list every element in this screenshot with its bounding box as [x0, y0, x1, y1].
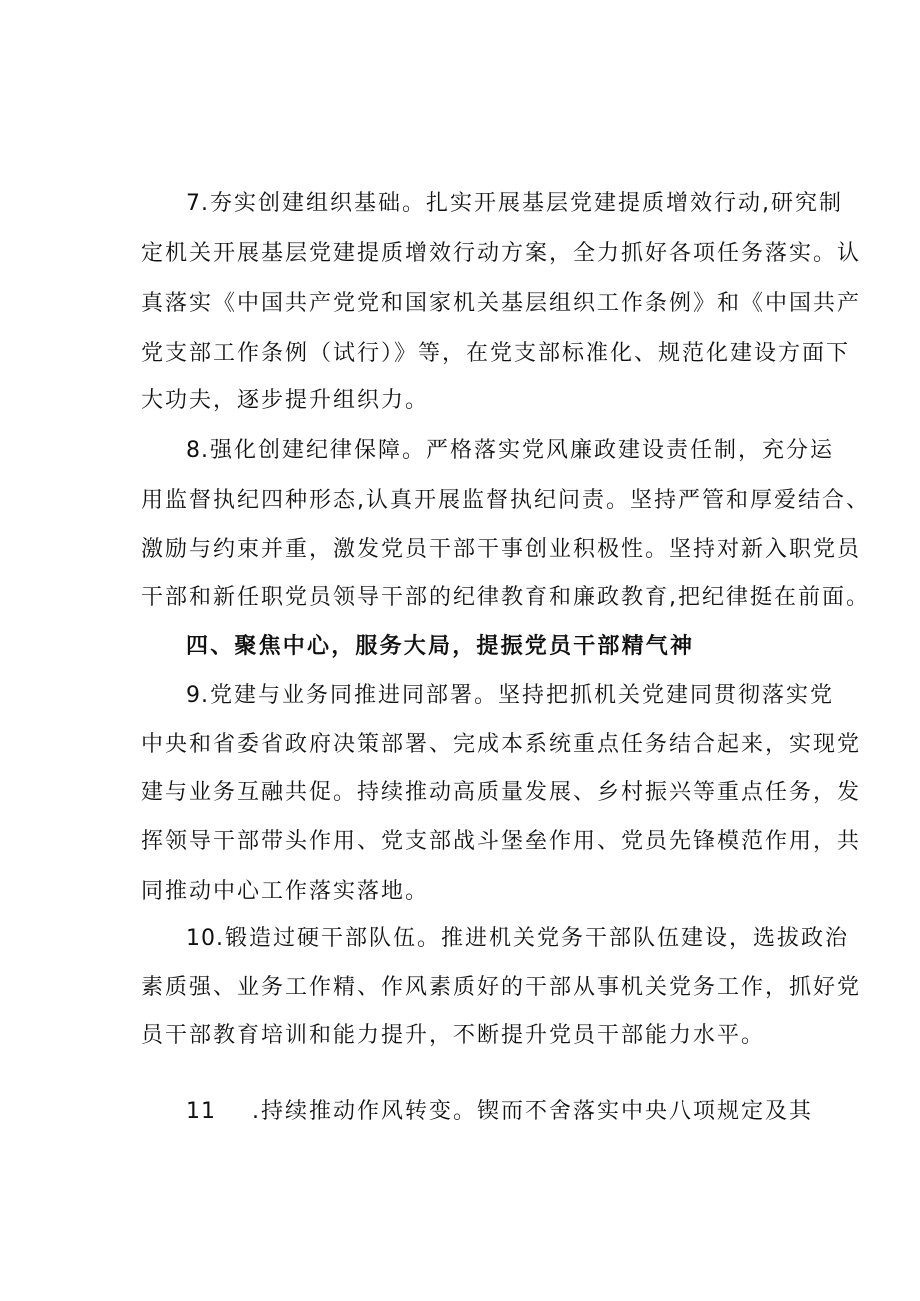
paragraph-7-line-5: 大功夫，逐步提升组织力。	[141, 388, 430, 413]
paragraph-7-number: 7	[186, 191, 201, 216]
paragraph-7-line-1	[186, 189, 843, 219]
paragraph-10-number: 10	[186, 926, 216, 951]
paragraph-11-text: .持续推动作风转变。锲而不舍落实中央八项规定及其	[252, 1099, 813, 1124]
paragraph-9-line-3: 建与业务互融共促。持续推动高质量发展、乡村振兴等重点任务，发	[141, 780, 862, 805]
paragraph-7-line-2: 定机关开展基层党建提质增效行动方案，全力抓好各项任务落实。认	[141, 241, 862, 266]
paragraph-8-line-2: 用监督执纪四种形态,认真开展监督执纪问责。坚持严管和厚爱结合、	[141, 488, 870, 513]
paragraph-8-line-4: 干部和新任职党员领导干部的纪律教育和廉政教育,把纪律挺在前面。	[141, 585, 870, 610]
paragraph-10-line-3: 员干部教育培训和能力提升，不断提升党员干部能力水平。	[141, 1023, 766, 1048]
paragraph-9-line-5: 同推动中心工作落实落地。	[141, 879, 430, 904]
paragraph-8-line-1	[186, 436, 834, 466]
paragraph-9-text: .党建与业务同推进同部署。坚持把抓机关党建同贯彻落实党	[201, 683, 834, 708]
paragraph-10-text: .锻造过硬干部队伍。推进机关党务干部队伍建设，选拔政治	[216, 926, 849, 951]
paragraph-8-text: .强化创建纪律保障。严格落实党风廉政建设责任制，充分运	[201, 438, 834, 463]
paragraph-7-line-4: 党支部工作条例（试行）》等，在党支部标准化、规范化建设方面下	[141, 341, 851, 366]
paragraph-9-line-4: 挥领导干部带头作用、党支部战斗堡垒作用、党员先锋模范作用，共	[141, 829, 862, 854]
paragraph-9-line-2: 中央和省委省政府决策部署、完成本系统重点任务结合起来，实现党	[141, 732, 862, 757]
paragraph-10-line-1	[186, 924, 849, 954]
paragraph-9-line-1	[186, 681, 834, 711]
paragraph-9-number: 9	[186, 683, 201, 708]
paragraph-7-line-3: 真落实《中国共产党党和国家机关基层组织工作条例》和《中国共产	[141, 291, 862, 316]
paragraph-8-line-3: 激励与约束并重，激发党员干部干事创业积极性。坚持对新入职党员	[141, 537, 862, 562]
section-heading: 四、聚焦中心，服务大局，提振党员干部精气神	[186, 634, 695, 659]
paragraph-7-text: .夯实创建组织基础。扎实开展基层党建提质增效行动,研究制	[201, 191, 843, 216]
paragraph-11-number: 11	[186, 1099, 216, 1124]
paragraph-8-number: 8	[186, 438, 201, 463]
paragraph-11-line-1	[186, 1097, 813, 1127]
paragraph-10-line-2: 素质强、业务工作精、作风素质好的干部从事机关党务工作，抓好党	[141, 975, 862, 1000]
